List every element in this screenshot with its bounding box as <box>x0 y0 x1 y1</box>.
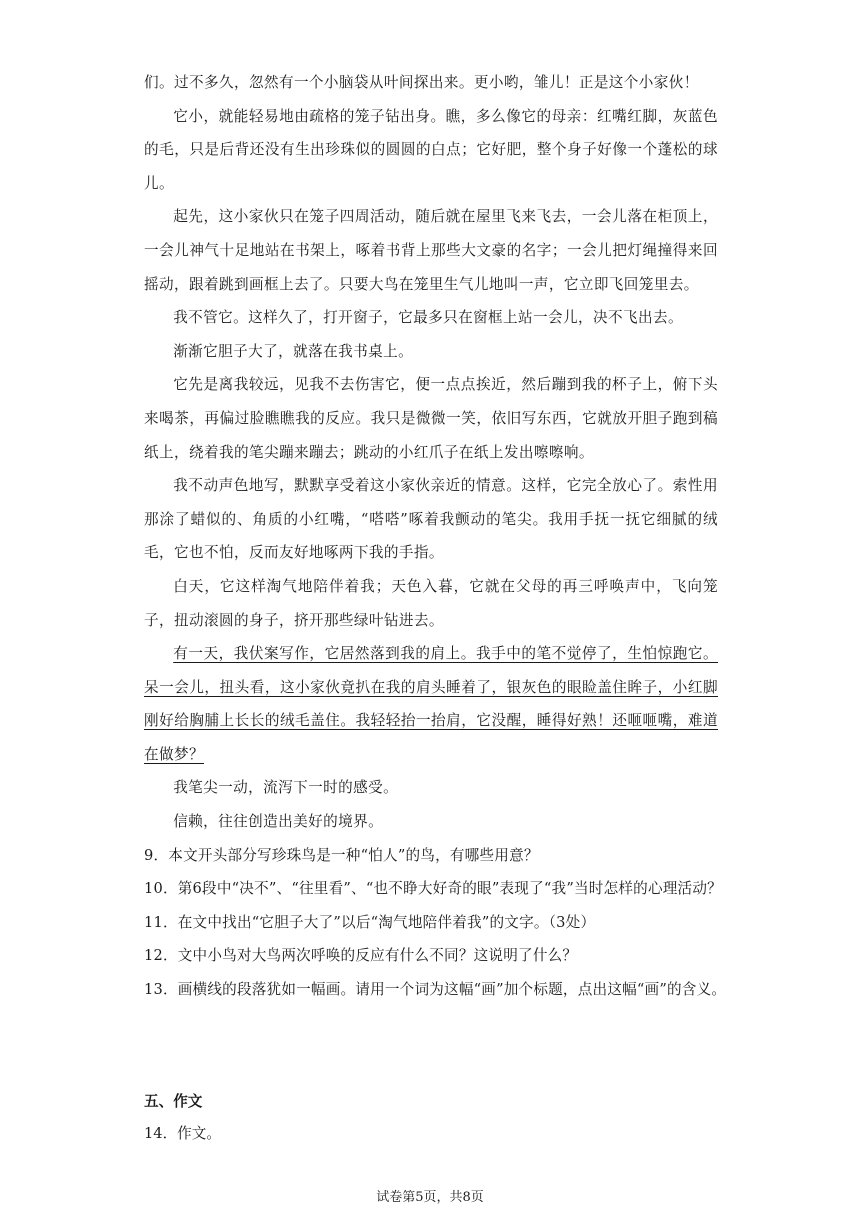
article-paragraph: 我不管它。这样久了，打开窗子，它最多只在窗框上站一会儿，决不飞出去。 <box>173 309 683 327</box>
question-item: 10．第6段中“决不”、“往里看”、“也不睁大好奇的眼”表现了“我”当时怎样的心理活动？ <box>144 880 722 898</box>
question-list <box>144 839 727 1007</box>
section-title: 五、作文 <box>144 1093 203 1110</box>
article-paragraph: 它小，就能轻易地由疏格的笼子钻出身。瞧，多么像它的母亲：红嘴红脚，灰蓝色的毛，只是后背还没有生出珍珠似的圆圆的白点；它好肥，整个身子好像一个蓬松的球儿。 <box>144 107 718 192</box>
essay-question: 14．作文。 <box>144 1125 221 1142</box>
question-item: 12．文中小鸟对大鸟两次呼唤的反应有什么不同？这说明了什么？ <box>144 947 578 965</box>
article-paragraph: 它先是离我较远，见我不去伤害它，便一点点挨近，然后蹦到我的杯子上，俯下头来喝茶，再偏过脸瞧瞧我的反应。我只是微微一笑，依旧写东西，它就放开胆子跑到稿纸上，绕着我的笔尖蹦来蹦去；跳动的小红爪子在纸上发出嚓嚓响。 <box>144 376 718 461</box>
question-item: 13．画横线的段落犹如一幅画。请用一个词为这幅“画”加个标题，点出这幅“画”的含义。 <box>144 981 727 999</box>
article-paragraph: 们。过不多久，忽然有一个小脑袋从叶间探出来。更小哟，雏儿！正是这个小家伙！ <box>144 74 699 91</box>
underlined-passage: 有一天，我伏案写作，它居然落到我的肩上。我手中的笔不觉停了，生怕惊跑它。呆一会儿，扭头看，这小家伙竟扒在我的肩头睡着了，银灰色的眼睑盖住眸子，小红脚刚好给胸脯上长长的绒毛盖住。我轻轻抬一抬肩，它没醒，睡得好熟！还咂咂嘴，难道在做梦？ <box>144 645 718 763</box>
article-paragraph: 白天，它这样淘气地陪伴着我；天色入暮，它就在父母的再三呼唤声中，飞向笼子，扭动滚圆的身子，挤开那些绿叶钻进去。 <box>144 577 718 629</box>
article-paragraph: 我笔尖一动，流泻下一时的感受。 <box>173 779 399 797</box>
article-paragraph: 信赖，往往创造出美好的境界。 <box>173 813 384 831</box>
article-body <box>144 66 727 1007</box>
article-paragraph <box>144 637 718 771</box>
question-item: 11．在文中找出“它胆子大了”以后“淘气地陪伴着我”的文字。（3处） <box>144 913 596 931</box>
question-item: 9．本文开头部分写珍珠鸟是一种“怕人”的鸟，有哪些用意？ <box>144 846 539 864</box>
article-paragraphs <box>144 66 718 839</box>
article-paragraph: 渐渐它胆子大了，就落在我书桌上。 <box>173 342 414 360</box>
article-paragraph: 起先，这小家伙只在笼子四周活动，随后就在屋里飞来飞去，一会儿落在柜顶上，一会儿神气十足地站在书架上，啄着书背上那些大文豪的名字；一会儿把灯绳撞得来回摇动，跟着跳到画框上去了。只要大鸟在笼里生气儿地叫一声，它立即飞回笼里去。 <box>144 208 718 293</box>
page-footer: 试卷第5页，共8页 <box>376 1190 484 1205</box>
article-paragraph: 我不动声色地写，默默享受着这小家伙亲近的情意。这样，它完全放心了。索性用那涂了蜡似的、角质的小红嘴，“嗒嗒”啄着我颤动的笔尖。我用手抚一抚它细腻的绒毛，它也不怕，反而友好地啄两下我的手指。 <box>144 477 718 562</box>
